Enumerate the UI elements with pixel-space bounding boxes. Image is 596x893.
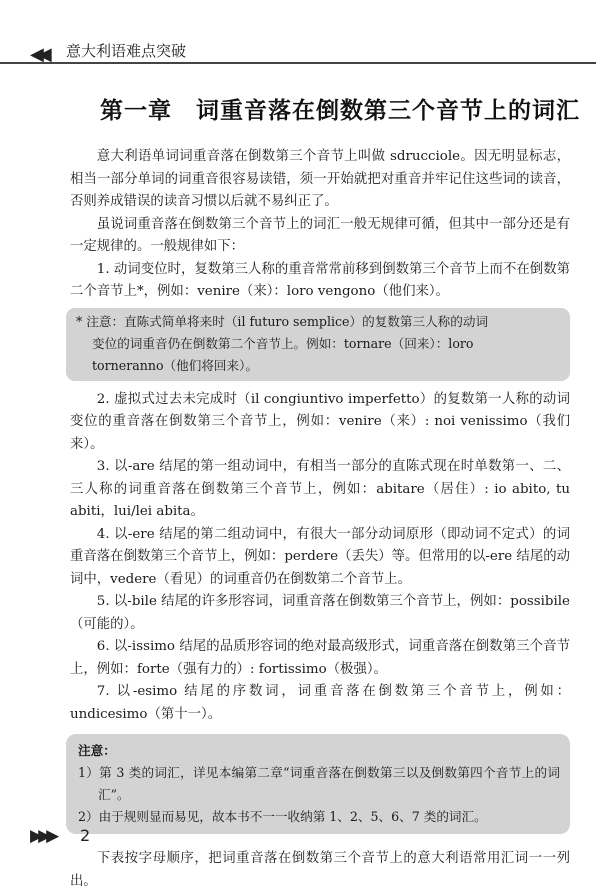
page-number: 2	[80, 826, 91, 845]
note-item-1: 1）第 3 类的词汇，详见本编第二章“词重音落在倒数第三以及倒数第四个音节上的词汇”。	[78, 765, 560, 802]
note-label: 注意：	[78, 743, 116, 758]
rule-6: 6. 以-issimo 结尾的品质形容词的绝对最高级形式，词重音落在倒数第三个音节上，例如：forte（强有力的）: fortissimo（极强）。	[70, 639, 570, 677]
note-item-2: 2）由于规则显而易见，故本书不一一收纳第 1、2、5、6、7 类的词汇。	[78, 809, 487, 824]
note-box-future	[66, 308, 570, 381]
note-box-summary	[66, 734, 570, 834]
rule-3: 3. 以-are 结尾的第一组动词中，有相当一部分的直陈式现在时单数第一、二、三人称的词重音落在倒数第三个音节上，例如：abitare（居住）: io abito, tu abiti，lui/lei abita。	[70, 459, 570, 519]
note-line-2: 变位的词重音仍在倒数第二个音节上。例如：tornare（回来）：loro	[92, 335, 474, 351]
rule-4: 4. 以-ere 结尾的第二组动词中，有很大一部分动词原形（即动词不定式）的词重音落在倒数第三个音节上，例如：perdere（丢失）等。但常用的以-ere 结尾的动词中，vedere（看见）的词重音仍在倒数第二个音节上。	[70, 526, 570, 587]
back-arrows-icon: ◀◀	[30, 44, 46, 65]
rule-2: 2. 虚拟式过去未完成时（il congiuntivo imperfetto）的复数第一人称的动词变位的重音落在倒数第三个音节上，例如：venire（来）: noi venissimo（我们来）。	[70, 391, 570, 452]
rule-1: 1. 动词变位时，复数第三人称的重音常常前移到倒数第三个音节上而不在倒数第二个音节上*，例如：venire（来）：loro vengono（他们来）。	[70, 261, 570, 299]
rule-7: 7. 以-esimo 结尾的序数词，词重音落在倒数第三个音节上，例如：undicesimo（第十一）。	[70, 684, 570, 722]
note-line-3: torneranno（他们将回来）。	[92, 357, 259, 373]
running-header	[0, 0, 596, 64]
note-line-1: * 注意：直陈式简单将来时（il futuro semplice）的复数第三人称的动词	[76, 313, 489, 329]
chapter-title: 第一章 词重音落在倒数第三个音节上的词汇	[100, 97, 580, 124]
rule-5: 5. 以-bile 结尾的许多形容词，词重音落在倒数第三个音节上，例如：possibile（可能的）。	[70, 594, 570, 632]
intro-paragraph-2: 虽说词重音落在倒数第三个音节上的词汇一般无规律可循，但其中一部分还是有一定规律的。一般规律如下：	[70, 216, 570, 254]
body-text	[70, 146, 570, 893]
book-title: 意大利语难点突破	[66, 42, 187, 60]
forward-arrows-icon: ▶▶▶	[30, 826, 55, 846]
intro-paragraph-1: 意大利语单词词重音落在倒数第三个音节上叫做 sdrucciole。因无明显标志，相当一部分单词的词重音很容易读错，须一开始就把对重音并牢记住这些词的读音，否则养成错误的读音习惯以后就不易纠正了。	[70, 149, 570, 209]
closing-paragraph: 下表按字母顺序，把词重音落在倒数第三个音节上的意大利语常用汇词一一列出。	[70, 851, 570, 889]
